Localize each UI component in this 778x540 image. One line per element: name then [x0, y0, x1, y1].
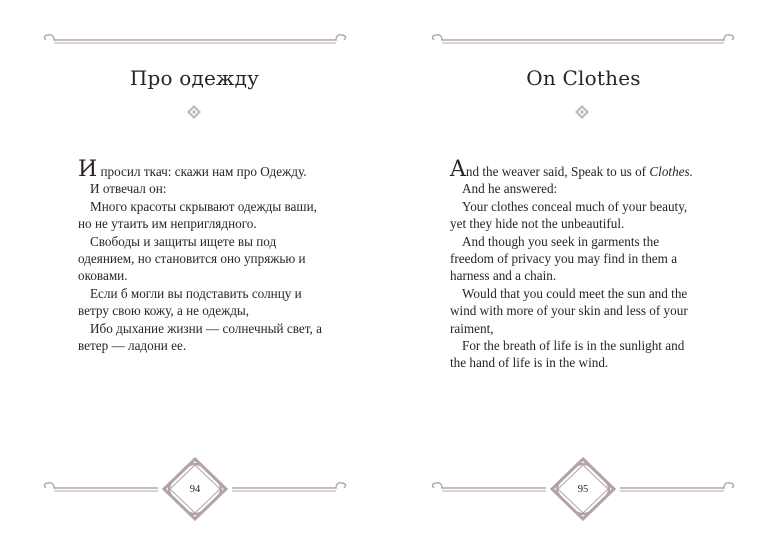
- header-rule-ornament: [40, 33, 350, 47]
- paragraph: For the breath of life is in the sunlight and the hand of life is in the wind.: [450, 338, 685, 371]
- paragraph: Your clothes conceal much of your beauty, yet they hide not the unbeautiful.: [450, 198, 688, 232]
- page-number: 95: [577, 484, 589, 495]
- paragraph: And the weaver said, Speak to us of Clothes.: [450, 157, 693, 182]
- paragraph: Would that you could meet the sun and the wind with more of your skin and less of your raiment,: [450, 285, 688, 336]
- page-title: On Clothes: [526, 66, 641, 90]
- body-text: [78, 157, 330, 354]
- paragraph: И просил ткач: скажи нам про Одежду.: [78, 157, 307, 182]
- paragraph: Если б могли вы подставить солнцу и ветру свою кожу, а не одежды,: [78, 285, 302, 319]
- diamond-ornament-icon: [575, 105, 589, 119]
- drop-cap: A: [450, 157, 466, 182]
- body-text-english: [450, 157, 702, 372]
- page-number: 94: [189, 484, 201, 495]
- paragraph: Много красоты скрывают одежды ваши, но не утаить им неприглядного.: [78, 198, 317, 232]
- header-rule-ornament: [428, 33, 738, 47]
- diamond-ornament-icon: [187, 105, 201, 119]
- paragraph: Свободы и защиты ищете вы под одеянием, но становится оно упряжью и оковами.: [78, 233, 306, 284]
- paragraph: Ибо дыхание жизни — солнечный свет, а ветер — ладони ее.: [78, 320, 322, 354]
- paragraph: And though you seek in garments the freedom of privacy you may find in them a harness and a chain.: [450, 233, 678, 284]
- drop-cap: И: [78, 157, 98, 182]
- page-title: Про одежду: [129, 66, 260, 90]
- paragraph: And he answered:: [462, 181, 558, 197]
- paragraph: И отвечал он:: [90, 181, 167, 197]
